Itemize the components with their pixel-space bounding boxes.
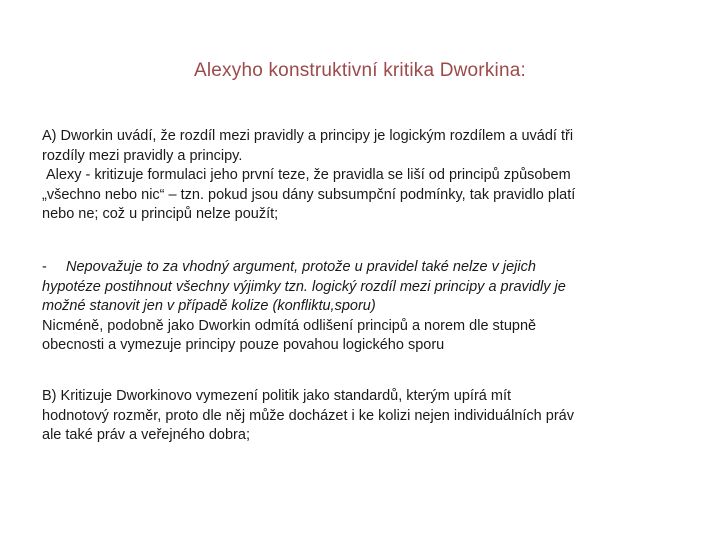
section-a [42, 127, 682, 225]
text-line: B) Kritizuje Dworkinovo vymezení politik jako standardů, kterým upírá mít [42, 388, 512, 404]
text-line: ale také práv a veřejného dobra; [42, 427, 250, 443]
text-line-content: Nepovažuje to za vhodný argument, protože u pravidel také nelze v jejich [66, 259, 536, 275]
text-line: A) Dworkin uvádí, že rozdíl mezi pravidly a principy je logickým rozdílem a uvádí tři [42, 128, 574, 144]
section-dash [42, 258, 682, 356]
text-line [42, 258, 682, 278]
text-line: možné stanovit jen v případě kolize (konfliktu,sporu) [42, 298, 376, 314]
dash-bullet: - [42, 259, 47, 275]
text-line: hodnotový rozměr, proto dle něj může docházet i ke kolizi nejen individuálních práv [42, 407, 574, 424]
text-line: Alexy - kritizuje formulaci jeho první teze, že pravidla se liší od principů způsobem [46, 167, 571, 183]
slide-title: Alexyho konstruktivní kritika Dworkina: [194, 60, 526, 81]
text-line: hypotéze postihnout všechny výjimky tzn. logický rozdíl mezi principy a pravidly je [42, 278, 566, 295]
text-line: rozdíly mezi pravidly a principy. [42, 147, 243, 164]
section-b [42, 387, 682, 446]
text-line: „všechno nebo nic“ – tzn. pokud jsou dány subsumpční podmínky, tak pravidlo platí [42, 186, 576, 203]
text-line: nebo ne; což u principů nelze použít; [42, 206, 279, 222]
text-line: Nicméně, podobně jako Dworkin odmítá odlišení principů a norem dle stupně [42, 317, 537, 334]
text-line: obecnosti a vymezuje principy pouze povahou logického sporu [42, 337, 445, 353]
